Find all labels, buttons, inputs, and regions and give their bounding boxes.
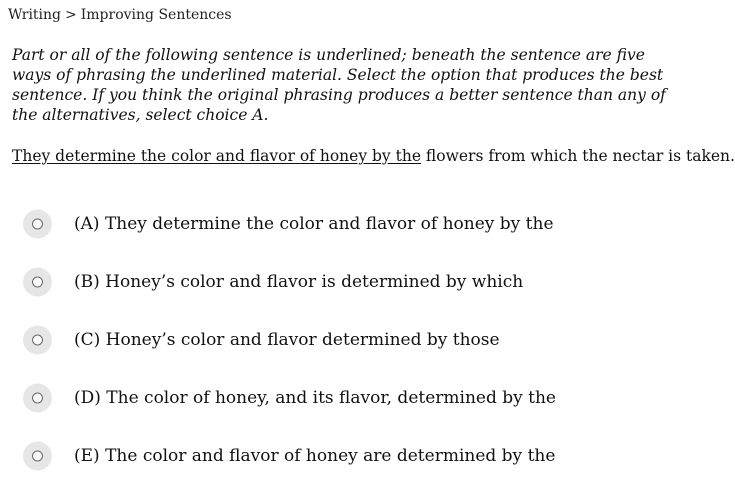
radio-button-b[interactable] xyxy=(23,268,52,297)
answer-option-label: (E) The color and flavor of honey are determined by the xyxy=(74,446,556,466)
radio-button-e[interactable] xyxy=(23,442,52,471)
answer-option-label: (C) Honey’s color and flavor determined by those xyxy=(74,330,500,350)
breadcrumb xyxy=(8,6,232,24)
answer-option-b[interactable] xyxy=(0,253,687,311)
sentence-remainder: flowers from which the nectar is taken. xyxy=(421,147,735,165)
question-instructions: Part or all of the following sentence is underlined; beneath the sentence are five ways of phrasing the underlined material. Select the option that produces the best sentence. If you think the original phrasing produces a better sentence than any of the alternatives, select choice A. xyxy=(12,46,666,124)
answer-option-a[interactable] xyxy=(0,195,687,253)
radio-circle-icon xyxy=(32,393,43,404)
radio-circle-icon xyxy=(32,277,43,288)
answer-option-label: (D) The color of honey, and its flavor, determined by the xyxy=(74,388,556,408)
breadcrumb-section-link[interactable]: Writing xyxy=(8,7,62,23)
answer-option-d[interactable] xyxy=(0,369,687,427)
answer-option-c[interactable] xyxy=(0,311,687,369)
answer-option-label: (B) Honey’s color and flavor is determined by which xyxy=(74,272,524,292)
question-sentence xyxy=(12,146,735,166)
radio-circle-icon xyxy=(32,451,43,462)
radio-circle-icon xyxy=(32,219,43,230)
answer-option-e[interactable] xyxy=(0,427,687,485)
answer-option-label: (A) They determine the color and flavor of honey by the xyxy=(74,214,554,234)
answer-options xyxy=(0,195,687,485)
breadcrumb-current-page: Improving Sentences xyxy=(80,7,232,23)
breadcrumb-separator: > xyxy=(65,7,77,23)
radio-button-d[interactable] xyxy=(23,384,52,413)
radio-button-c[interactable] xyxy=(23,326,52,355)
radio-button-a[interactable] xyxy=(23,210,52,239)
underlined-portion: They determine the color and flavor of honey by the xyxy=(12,147,421,165)
radio-circle-icon xyxy=(32,335,43,346)
